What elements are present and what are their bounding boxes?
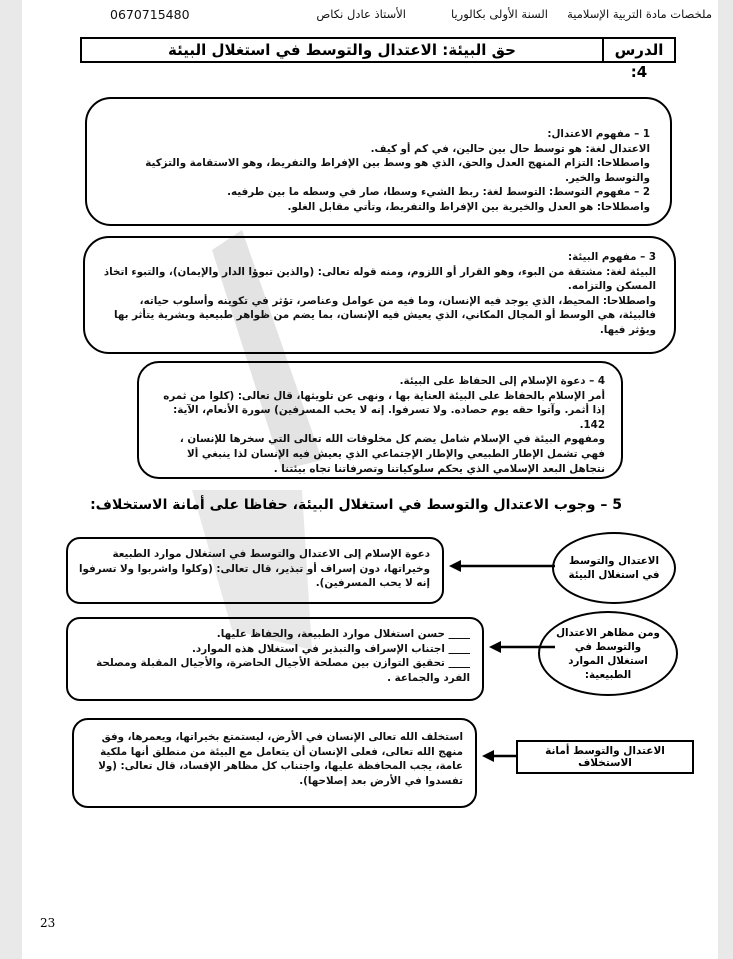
document-page	[22, 0, 718, 959]
page-number: 23	[40, 916, 56, 930]
box1-heading: 1 – مفهوم الاعتدال:	[547, 128, 650, 140]
row2-item2-text: اجتناب الإسراف والتبذير في استغلال هذه الموارد.	[192, 642, 445, 655]
row2-item1	[78, 627, 470, 642]
lesson-title: حق البيئة: الاعتدال والتوسط في استغلال البيئة	[168, 41, 516, 59]
row2-text-box	[66, 617, 484, 701]
islam-environment-box	[137, 361, 623, 479]
row3-label-box: الاعتدال والتوسط أمانة الاستخلاف	[516, 740, 694, 774]
box2-heading: 3 – مفهوم البيئة:	[567, 251, 656, 263]
definition-environment-box	[83, 236, 676, 354]
row1-text-box	[66, 537, 444, 604]
header-phone: 0670715480	[110, 7, 190, 22]
box2-line2: واصطلاحا: المحيط، الذي يوجد فيه الإنسان، وما فيه من عوامل وعناصر، تؤثر في تكوينه وأسلوب حياته، فالبيئة، هي الوسط أو المجال المكاني، الذي يعيش فيه الإنسان، بما يضم من ظواهر طبيعية وبشرية يتأثر بها ويؤثر فيها.	[113, 294, 656, 336]
row2-oval: ومن مظاهر الاعتدال والتوسط في استغلال الموارد الطبيعية:	[538, 611, 678, 696]
row3-text-box	[72, 718, 477, 808]
definition-moderation-box	[85, 97, 672, 226]
header-level: السنة الأولى بكالوريا	[450, 7, 548, 21]
lesson-number: الدرس 4:	[602, 39, 674, 61]
row1-text: دعوة الإسلام إلى الاعتدال والتوسط في استغلال موارد الطبيعة وخيراتها، دون إسراف أو تبذير، قال تعالى: (وكلوا واشربوا ولا تسرفوا إنه لا يحب المسرفين).	[78, 548, 430, 590]
row1-arrow	[447, 558, 557, 574]
section5-heading: 5 – وجوب الاعتدال والتوسط في استغلال البيئة، حفاظا على أمانة الاستخلاف:	[90, 497, 622, 513]
row1-oval: الاعتدال والتوسط في استغلال البيئة	[552, 532, 676, 604]
box1-line3: 2 – مفهوم التوسط: التوسط لغة: ربط الشيء وسطا، صار في وسطه ما بين طرفيه.	[227, 186, 650, 199]
box1-line1: الاعتدال لغة: هو توسط حال بين حالين، في كم أو كيف.	[370, 142, 650, 155]
box1-line2: واصطلاحا: التزام المنهج العدل والحق، الذي هو وسط بين الإفراط والتفريط، وهو الاستقامة والتزكية والتوسط والخير.	[145, 157, 650, 184]
box3-line2: ومفهوم البيئة في الإسلام شامل يضم كل مخلوقات الله تعالى التي سخرها للإنسان ، فهي تشمل الإطار الطبيعي والإطار الإجتماعي الذي يعيش فيه الإنسان لذا ينبغي ألا نتجاهل البعد الإسلامي الذي يحكم سلوكياتنا وتصرفاتنا تجاه بيئتنا .	[179, 433, 605, 475]
box1-line4: واصطلاحا: هو العدل والخيرية بين الإفراط والتفريط، وتأتي مقابل الغلو.	[287, 200, 650, 213]
row2-item2	[78, 642, 470, 657]
row3-text: استخلف الله تعالى الإنسان في الأرض، ليستمتع بخيراتها، ويعمرها، وفق منهج الله تعالى، فعلى الإنسان أن يتعامل مع البيئة من منطلق أنها ملكية عامة، يجب المحافظة عليها، واجتناب كل مظاهر الإفساد، قال تعالى: (ولا تفسدوا في الأرض بعد إصلاحها).	[98, 731, 463, 787]
row2-item3-text: تحقيق التوازن بين مصلحة الأجيال الحاضرة، والأجيال المقبلة ومصلحة الفرد والجماعة .	[96, 657, 470, 684]
box3-heading: 4 – دعوة الإسلام إلى الحفاظ على البيئة.	[399, 375, 605, 387]
header-subject: ملخصات مادة التربية الإسلامية	[567, 7, 712, 21]
lesson-title-box	[80, 37, 676, 81]
header-teacher: الأستاذ عادل نكاص	[316, 7, 406, 21]
box3-line1: أمر الإسلام بالحفاظ على البيئة العناية بها ، ونهى عن تلويثها، قال تعالى: (كلوا من ثمره إذا أثمر. وآتوا حقه يوم حصاده. ولا تسرفوا. إنه لا يحب المسرفين) سورة الأنعام، الآية: 142.	[163, 389, 605, 431]
box2-line1: البيئة لغة: مشتقة من البوء، وهو القرار أو اللزوم، ومنه قوله تعالى: (والذين تبوؤا الدار والإيمان)، والتبوء اتخاذ المسكن والتزامه.	[103, 265, 656, 293]
row2-item1-text: حسن استغلال موارد الطبيعة، والحفاظ عليها.	[216, 628, 445, 640]
row3-arrow	[480, 748, 520, 764]
row2-item3	[78, 656, 470, 685]
